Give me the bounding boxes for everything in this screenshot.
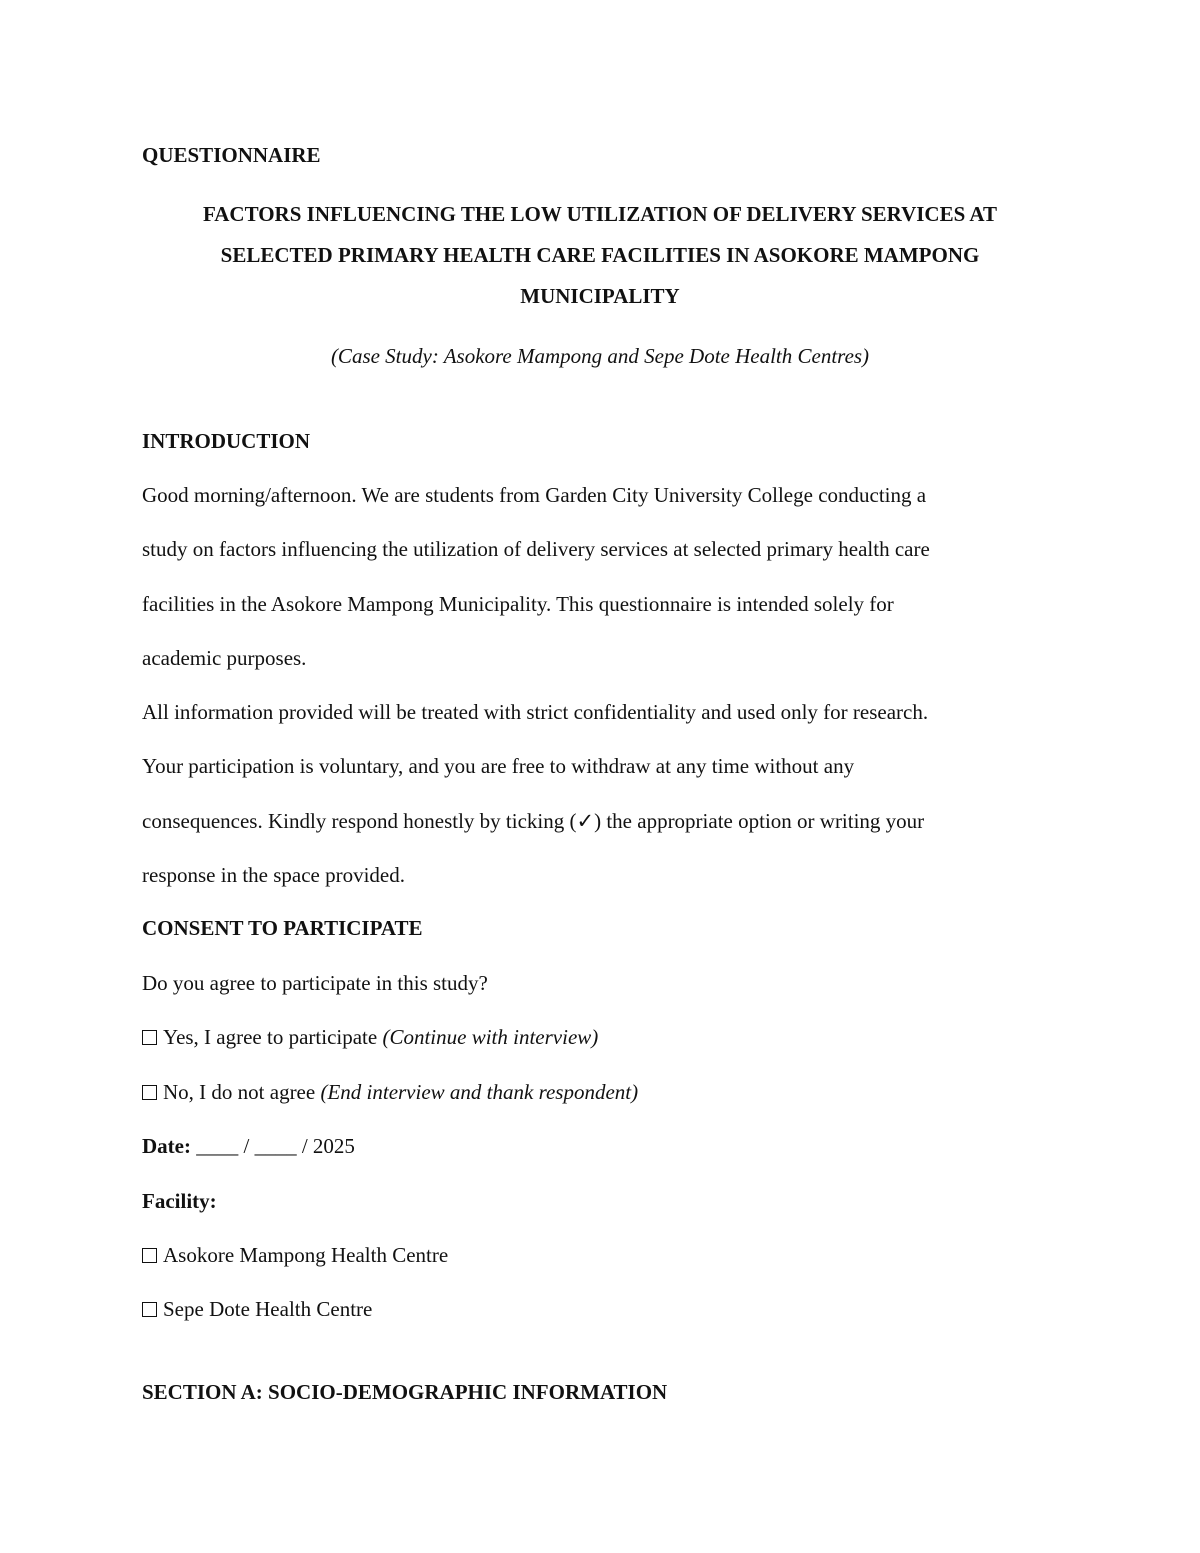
- title-line: FACTORS INFLUENCING THE LOW UTILIZATION OF DELIVERY SERVICES AT: [203, 202, 997, 226]
- option-note: (End interview and thank respondent): [320, 1080, 639, 1104]
- introduction-paragraph-2: [142, 685, 1042, 902]
- consent-option-no[interactable]: [142, 1080, 638, 1105]
- date-value[interactable]: ____ / ____ / 2025: [196, 1134, 355, 1158]
- option-label: Yes, I agree to participate: [163, 1025, 378, 1049]
- option-label: Sepe Dote Health Centre: [163, 1297, 373, 1321]
- section-a-heading: SECTION A: SOCIO-DEMOGRAPHIC INFORMATION: [142, 1380, 668, 1404]
- consent-option-yes[interactable]: [142, 1025, 598, 1050]
- document-title: [140, 194, 1060, 317]
- title-line: MUNICIPALITY: [520, 284, 680, 308]
- option-label: Asokore Mampong Health Centre: [163, 1243, 449, 1267]
- consent-question: Do you agree to participate in this study?: [142, 971, 488, 995]
- paragraph-line: Good morning/afternoon. We are students from Garden City University College conducting a: [142, 483, 927, 507]
- facility-option-asokore[interactable]: [142, 1243, 448, 1268]
- paragraph-line: academic purposes.: [142, 645, 307, 670]
- checkbox-no[interactable]: [142, 1085, 157, 1100]
- option-note: (Continue with interview): [382, 1025, 599, 1049]
- paragraph-line: study on factors influencing the utilization of delivery services at selected primary health care: [142, 537, 930, 562]
- case-study-subtitle: (Case Study: Asokore Mampong and Sepe Dote Health Centres): [330, 344, 870, 368]
- paragraph-line: consequences. Kindly respond honestly by ticking (✓) the appropriate option or writing your: [142, 808, 925, 833]
- checkbox-yes[interactable]: [142, 1030, 157, 1045]
- date-field[interactable]: [142, 1134, 355, 1159]
- paragraph-line: response in the space provided.: [142, 862, 406, 887]
- paragraph-line: Your participation is voluntary, and you are free to withdraw at any time without any: [142, 754, 855, 779]
- option-label: No, I do not agree: [163, 1080, 316, 1104]
- facility-label: Facility:: [142, 1189, 217, 1213]
- questionnaire-label: QUESTIONNAIRE: [142, 143, 321, 167]
- paragraph-line: facilities in the Asokore Mampong Municipality. This questionnaire is intended solely for: [142, 591, 894, 616]
- checkbox-sepe-dote[interactable]: [142, 1302, 157, 1317]
- date-label: Date:: [142, 1134, 191, 1158]
- consent-heading: CONSENT TO PARTICIPATE: [142, 916, 423, 940]
- paragraph-line: All information provided will be treated with strict confidentiality and used only for research.: [142, 700, 929, 724]
- introduction-heading: INTRODUCTION: [142, 429, 311, 453]
- introduction-paragraph-1: [142, 468, 1042, 685]
- title-line: SELECTED PRIMARY HEALTH CARE FACILITIES IN ASOKORE MAMPONG: [220, 243, 980, 267]
- facility-option-sepe-dote[interactable]: [142, 1297, 372, 1322]
- checkbox-asokore[interactable]: [142, 1248, 157, 1263]
